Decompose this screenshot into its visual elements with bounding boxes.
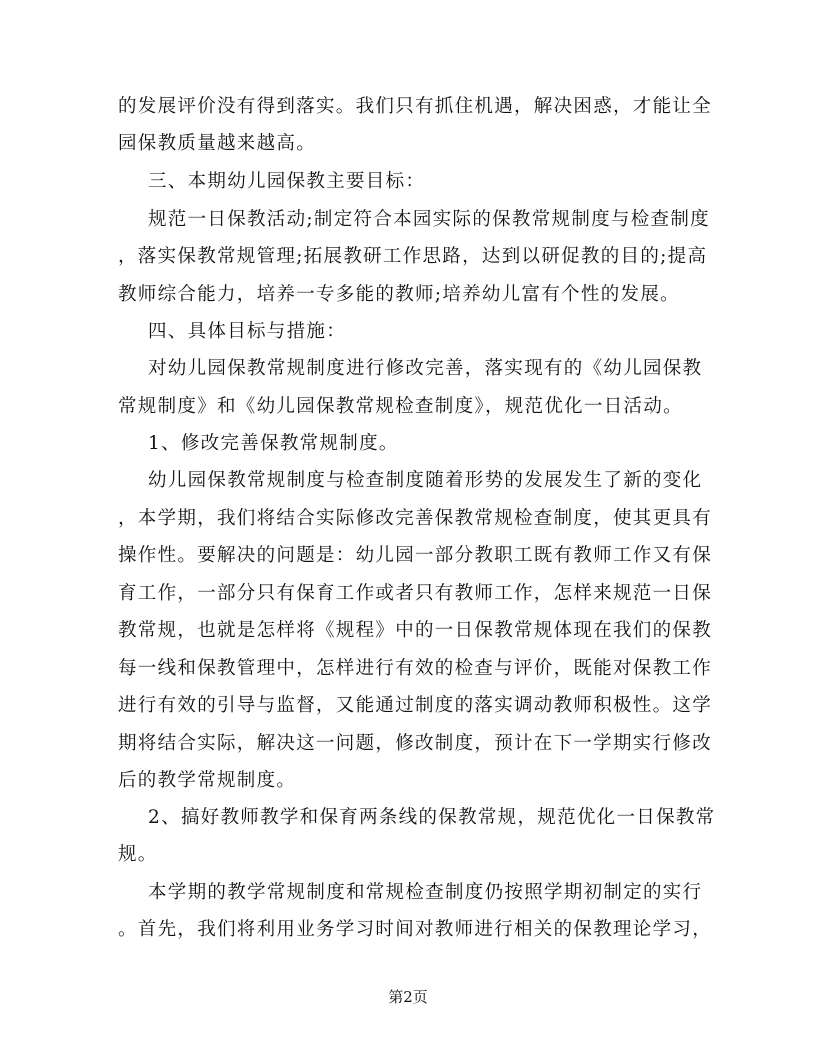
subsection-heading: 1、修改完善保教常规制度。 — [148, 433, 399, 454]
text-line: 的发展评价没有得到落实。我们只有抓住机遇，解决困惑，才能让全 — [118, 96, 713, 117]
text-line: 操作性。要解决的问题是：幼儿园一部分教职工既有教师工作又有保 — [118, 545, 713, 566]
subsection-heading: 2、搞好教师教学和保育两条线的保教常规，规范优化一日保教常 — [148, 807, 716, 828]
text-line: 。首先，我们将利用业务学习时间对教师进行相关的保教理论学习， — [118, 919, 713, 940]
text-line: 进行有效的引导与监督，又能通过制度的落实调动教师积极性。这学 — [118, 695, 713, 716]
text-line: 后的教学常规制度。 — [118, 770, 297, 791]
text-line: 规范一日保教活动;制定符合本园实际的保教常规制度与检查制度 — [148, 209, 710, 230]
text-line: 每一线和保教管理中，怎样进行有效的检查与评价，既能对保教工作 — [118, 658, 713, 679]
page-number: 第2页 — [388, 988, 428, 1006]
text-line: 本学期的教学常规制度和常规检查制度仍按照学期初制定的实行 — [148, 882, 703, 903]
text-line: 对幼儿园保教常规制度进行修改完善，落实现有的《幼儿园保教 — [148, 358, 703, 379]
section-heading: 三、本期幼儿园保教主要目标： — [148, 171, 426, 192]
text-line: 育工作，一部分只有保育工作或者只有教师工作，怎样来规范一日保 — [118, 583, 713, 604]
text-line: 常规制度》和《幼儿园保教常规检查制度》，规范优化一日活动。 — [118, 396, 683, 417]
text-line: 园保教质量越来越高。 — [118, 133, 317, 154]
text-line: 教常规，也就是怎样将《规程》中的一日保教常规体现在我们的保教 — [118, 620, 713, 641]
text-line: 教师综合能力，培养一专多能的教师;培养幼儿富有个性的发展。 — [118, 284, 680, 305]
text-line: 幼儿园保教常规制度与检查制度随着形势的发展发生了新的变化 — [148, 470, 703, 491]
text-line: 规。 — [118, 844, 158, 865]
section-heading: 四、具体目标与措施： — [148, 321, 347, 342]
text-line: ，落实保教常规管理;拓展教研工作思路，达到以研促教的目的;提高 — [118, 246, 708, 267]
text-line: ，本学期，我们将结合实际修改完善保教常规检查制度，使其更具有 — [118, 508, 713, 529]
text-line: 期将结合实际，解决这一问题，修改制度，预计在下一学期实行修改 — [118, 733, 713, 754]
